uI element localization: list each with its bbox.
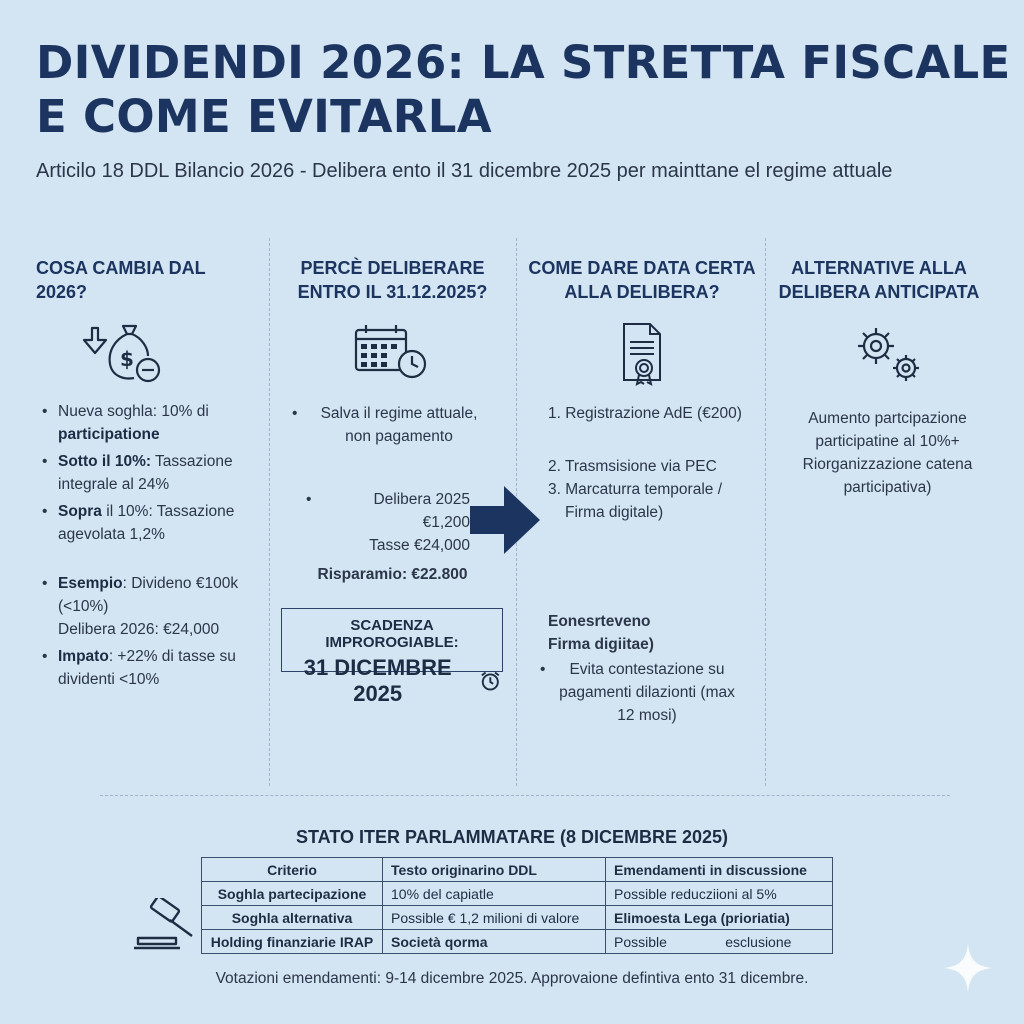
- table-cell: Soghla partecipazione: [202, 882, 383, 906]
- list-item: • Nueva soghla: 10% di participatione: [40, 400, 270, 446]
- title-line-2: E COME EVITARLA: [36, 90, 492, 143]
- table-cell: Società qorma: [383, 930, 606, 954]
- page-title: [36, 36, 1011, 144]
- money-bag-down-icon: [76, 318, 166, 388]
- column1-bullets: [40, 400, 270, 550]
- steps-list: [548, 402, 768, 524]
- table-cell: Elimoestа Lega (prioriatia): [606, 906, 833, 930]
- certified-document-icon: [620, 322, 666, 386]
- table-cell: Possible esclusione: [606, 930, 833, 954]
- alternatives-text: Aumento partcipazione participatine al 10%+ Riorganizzazione catena participativa): [802, 410, 973, 496]
- column-header: Emendamenti in discussione: [606, 858, 833, 882]
- column-header: Testo originarino DDL: [383, 858, 606, 882]
- table-cell: Possible reducziioni al 5%: [606, 882, 833, 906]
- subsection-heading: Eonesrteveno Firma digiitae): [548, 613, 654, 653]
- step-item: 3. Marcaturra temporale /: [548, 481, 723, 498]
- deadline-date: 31 DICEMBRE 2025: [303, 655, 452, 706]
- list-item: • Delibera 2025 €1,200 Tasse €24,000: [304, 488, 470, 557]
- alarm-clock-icon: [479, 669, 502, 693]
- step-item: Firma digitale): [565, 504, 664, 521]
- saving-text: Risparamio: €22.800: [317, 566, 468, 583]
- arrow-right-icon: [470, 486, 546, 554]
- list-item: • Sotto il 10%: Tassazione integrale al 24%: [40, 450, 270, 496]
- column-perche-deliberare: [280, 256, 505, 304]
- column2-bullet-2: [304, 488, 470, 561]
- deadline-date-row: [282, 655, 502, 707]
- column-heading: COME DARE DATA CERTA ALLA DELIBERA?: [528, 258, 756, 302]
- svg-text:$: $: [120, 347, 134, 371]
- table-cell: 10% del capiatle: [383, 882, 606, 906]
- list-item: • Evita contestazione su pagamenti dilazionti (max 12 mosi): [538, 658, 738, 727]
- column1-example: [40, 572, 270, 695]
- sparkle-icon: [942, 942, 994, 994]
- page-subtitle: Articilo 18 DDL Bilancio 2026 - Delibera ento il 31 dicembre 2025 per mainttane el regime attuale: [36, 160, 893, 182]
- column-heading: COSA CAMBIA DAL 2026?: [36, 258, 206, 302]
- table-row: [202, 906, 833, 930]
- footer-note: Votazioni emendamenti: 9-14 dicembre 2025. Approvaione defintiva ento 31 dicembre.: [215, 970, 809, 987]
- status-table: [201, 857, 833, 954]
- list-item: • Sopra il 10%: Tassazione agevolata 1,2%: [40, 500, 270, 546]
- gears-icon: [850, 320, 930, 390]
- step-item: 2. Trasmsisione via PEC: [548, 458, 717, 475]
- column-cosa-cambia: [36, 256, 261, 304]
- column-data-certa: [524, 256, 760, 304]
- table-cell: Soghla alternativa: [202, 906, 383, 930]
- table-cell: Holding finanziarie IRAP: [202, 930, 383, 954]
- column-heading: ALTERNATIVE ALLA DELIBERA ANTICIPATA: [778, 258, 980, 302]
- calendar-clock-icon: [352, 322, 432, 384]
- step-item: 1. Registrazione AdE (€200): [548, 405, 742, 422]
- column-alternative: [774, 256, 984, 304]
- column-heading: PERCÈ DELIBERARE ENTRO IL 31.12.2025?: [297, 258, 488, 302]
- title-line-1: DIVIDENDI 2026: LA STRETTA FISCALE: [36, 36, 1011, 89]
- gavel-icon: [132, 898, 200, 952]
- deadline-label: SCADENZA IMPROROGIABLE:: [325, 617, 459, 651]
- deadline-box: [281, 608, 503, 706]
- column3-bullet: [538, 658, 738, 731]
- section-divider: [100, 795, 950, 796]
- column-header: Criterio: [202, 858, 383, 882]
- table-row: [202, 930, 833, 954]
- list-item: • Salva il regime attuale, non pagamento: [290, 402, 490, 448]
- table-header-row: [202, 858, 833, 882]
- status-table-title: STATO ITER PARLAMMATARE (8 DICEMBRE 2025): [295, 827, 729, 847]
- example-item: • Esempio: Divideno €100k (<10%) Delibera 2026: €24,000: [40, 572, 270, 641]
- table-row: [202, 882, 833, 906]
- column2-bullet-1: [290, 402, 490, 452]
- impact-item: • Impato: +22% di tasse su dividenti <10%: [40, 645, 270, 691]
- table-cell: Possible € 1,2 milioni di valore: [383, 906, 606, 930]
